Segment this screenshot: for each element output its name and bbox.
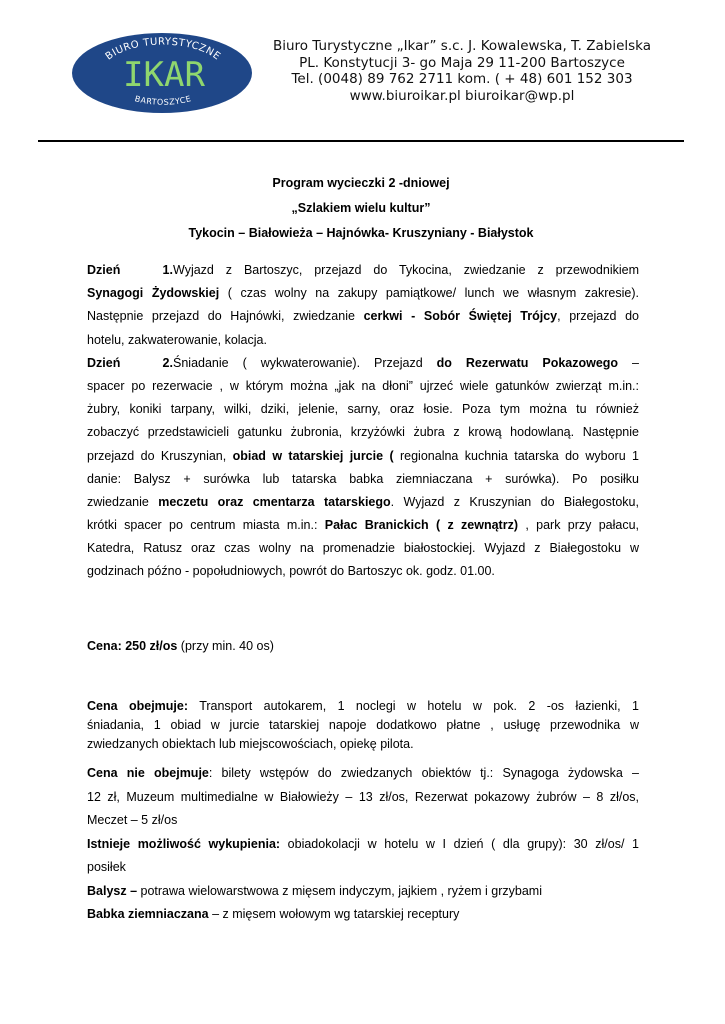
logo-name: IKAR: [123, 55, 205, 95]
day2-line-5: przejazd do Kruszynian, obiad w tatarskiej jurcie ( regionalna kuchnia tatarska do wyboru 1: [87, 448, 639, 463]
includes-line-3: zwiedzanych obiektach lub miejscowościach, opiekę pilota.: [87, 737, 414, 751]
price-line: [87, 635, 639, 658]
glossary-balysz: Balysz – potrawa wielowarstwowa z mięsem indyczym, jajkiem , ryżem i grzybami: [87, 883, 542, 898]
day2-line-1: Dzień 2.Śniadanie ( wykwaterowanie). Przejazd do Rezerwatu Pokazowego –: [87, 352, 639, 375]
day2-line-8: krótki spacer po centrum miasta m.in.: Pałac Branickich ( z zewnątrz) , park przy pałacu,: [87, 518, 639, 533]
program-title: [38, 171, 684, 246]
company-phone: Tel. (0048) 89 762 2711 kom. ( + 48) 601 152 303: [291, 71, 633, 87]
day1-line-2: Synagogi Żydowskiej ( czas wolny na zakupy pamiątkowe/ lunch we własnym zakresie).: [87, 286, 639, 301]
title-line-2: „Szlakiem wielu kultur”: [291, 201, 431, 215]
price-note: (przy min. 40 os): [177, 639, 274, 653]
logo-bottom-text: BARTOSZYCE: [133, 94, 193, 107]
day2-line-6: danie: Balysz + surówka lub tatarska babka ziemniaczana + surówka). Po posiłku: [87, 471, 639, 486]
includes-section: [87, 697, 639, 754]
price-value: Cena: 250 zł/os: [87, 639, 178, 653]
title-route: Tykocin – Białowieża – Hajnówka- Kruszyniany - Białystok: [188, 226, 534, 240]
extra-line-1: Istnieje możliwość wykupienia: obiadokolacji w hotelu w I dzień ( dla grupy): 30 zł/os/ 1: [87, 836, 639, 851]
excludes-section: [87, 762, 639, 927]
extra-line-2: posiłek: [87, 860, 126, 874]
itinerary: [87, 259, 639, 584]
excludes-line-2: 12 zł, Muzeum multimedialne w Białowieży – 13 zł/os, Rezerwat pokazowy żubrów – 8 zł/os,: [87, 789, 639, 804]
price-section: [87, 635, 639, 658]
day1-line-3: Następnie przejazd do Hajnówki, zwiedzanie cerkwi - Sobór Świętej Trójcy, przejazd do: [87, 309, 639, 324]
glossary-babka: Babka ziemniaczana – z mięsem wołowym wg tatarskiej receptury: [87, 907, 460, 921]
day1-line-1: Dzień 1.Wyjazd z Bartoszyc, przejazd do Tykocina, zwiedzanie z przewodnikiem: [87, 259, 639, 282]
excludes-line-3: Meczet – 5 zł/os: [87, 813, 178, 827]
day1-label: Dzień 1.: [87, 263, 173, 277]
company-header: [262, 38, 662, 104]
title-line-1: Program wycieczki 2 -dniowej: [272, 176, 450, 190]
day1-line-4: hotelu, zakwaterowanie, kolacja.: [87, 332, 267, 347]
includes-line-1: Cena obejmuje: Transport autokarem, 1 noclegi w hotelu w pok. 2 -os łazienki, 1: [87, 699, 639, 713]
company-name: Biuro Turystyczne „Ikar” s.c. J. Kowalewska, T. Zabielska: [272, 38, 652, 54]
day2-line-2: spacer po rezerwacie , w którym można „jak na dłoni” ujrzeć wiele gatunków zwierząt m.in.:: [87, 378, 639, 393]
company-web-email: www.biuroikar.pl biuroikar@wp.pl: [349, 87, 575, 104]
day2-line-10: godzinach późno - popołudniowych, powrót do Bartoszyc ok. godz. 01.00.: [87, 564, 495, 579]
day2-line-3: żubry, koniki tarpany, wilki, dziki, jelenie, sarny, oraz łosie. Poza tym można tu również: [87, 402, 639, 417]
ikar-logo: [71, 32, 253, 114]
day2-line-4: zobaczyć przedstawicieli gatunku żubronia, krzyżówki żubra z krową hodowlaną. Następnie: [87, 425, 639, 440]
includes-line-2: śniadania, 1 obiad w jurcie tatarskiej napoje dodatkowo płatne , usługę przewodnika w: [87, 718, 639, 732]
day2-line-9: Katedra, Ratusz oraz czas wolny na promenadzie białostockiej. Wyjazd z Białegostoku w: [87, 541, 639, 556]
day2-label: Dzień 2.: [87, 355, 173, 370]
excludes-line-1: Cena nie obejmuje: bilety wstępów do zwiedzanych obiektów tj.: Synagoga żydowska –: [87, 766, 639, 780]
day2-line-7: zwiedzanie meczetu oraz cmentarza tatarskiego. Wyjazd z Kruszynian do Białegostoku,: [87, 494, 639, 509]
company-address: PL. Konstytucji 3- go Maja 29 11-200 Bartoszyce: [299, 54, 625, 71]
header-divider: [38, 140, 684, 142]
logo-top-text: BIURO TURYSTYCZNE: [103, 36, 223, 63]
